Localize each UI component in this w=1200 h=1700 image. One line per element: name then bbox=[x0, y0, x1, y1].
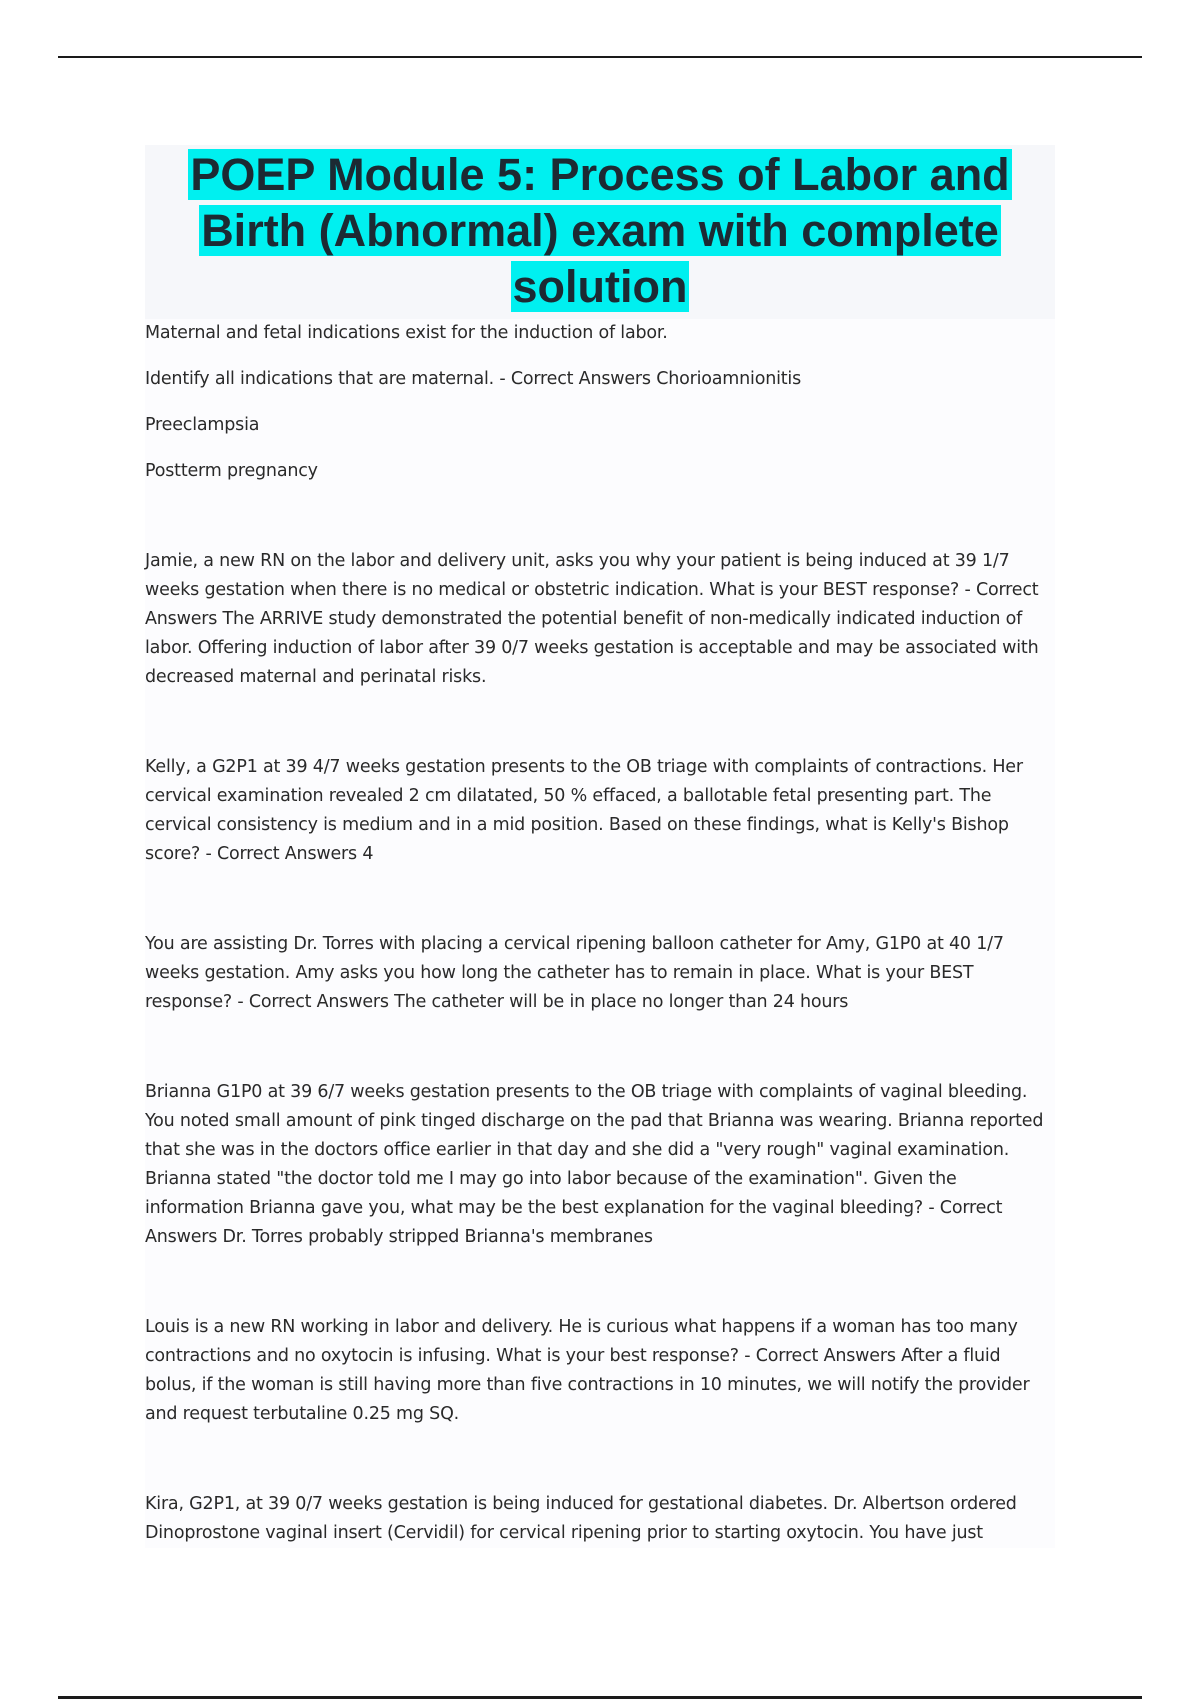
paragraph-question-jamie: Jamie, a new RN on the labor and delivery unit, asks you why your patient is being induced at 39 1/7 weeks gestation when there is no medical or obstetric indication. What is your BEST response? - Correct Answers The ARRIVE study demonstrated the potential benefit of non-medically indicated induction of labor. Offering induction of labor after 39 0/7 weeks gestation is acceptable and may be associated with decreased maternal and perinatal risks. bbox=[145, 551, 1039, 687]
paragraph-question-kira: Kira, G2P1, at 39 0/7 weeks gestation is being induced for gestational diabetes. Dr. Albertson ordered Dinoprostone vaginal insert (Cervidil) for cervical ripening prior to starting oxytocin. You have just bbox=[145, 1494, 1017, 1543]
paragraph-question-1: Identify all indications that are maternal. - Correct Answers Chorioamnionitis bbox=[145, 369, 802, 389]
paragraph-answer-preeclampsia: Preeclampsia bbox=[145, 415, 260, 435]
title-block bbox=[145, 145, 1055, 319]
paragraph-question-amy: You are assisting Dr. Torres with placing a cervical ripening balloon catheter for Amy, G1P0 at 40 1/7 weeks gestation. Amy asks you how long the catheter has to remain in place. What is your BEST response? - Correct Answers The catheter will be in place no longer than 24 hours bbox=[145, 934, 1004, 1012]
footer-rule bbox=[58, 1696, 1142, 1699]
header-rule bbox=[58, 56, 1142, 58]
document-title bbox=[145, 147, 1055, 315]
paragraph-answer-postterm: Postterm pregnancy bbox=[145, 461, 318, 481]
document-page bbox=[145, 145, 1055, 1548]
paragraph-question-louis: Louis is a new RN working in labor and delivery. He is curious what happens if a woman has too many contractions and no oxytocin is infusing. What is your best response? - Correct Answers After a fluid bolus, if the woman is still having more than five contractions in 10 minutes, we will notify the provider and request terbutaline 0.25 mg SQ. bbox=[145, 1317, 1030, 1424]
document-body bbox=[145, 319, 1055, 1548]
document-title-text: POEP Module 5: Process of Labor and Birth (Abnormal) exam with complete solution bbox=[190, 149, 1010, 312]
paragraph-intro: Maternal and fetal indications exist for the induction of labor. bbox=[145, 323, 668, 343]
paragraph-question-brianna: Brianna G1P0 at 39 6/7 weeks gestation presents to the OB triage with complaints of vaginal bleeding. You noted small amount of pink tinged discharge on the pad that Brianna was wearing. Brianna reported that she was in the doctors office earlier in that day and she did a "very rough" vaginal examination. Brianna stated "the doctor told me I may go into labor because of the examination". Given the information Brianna gave you, what may be the best explanation for the vaginal bleeding? - Correct Answers Dr. Torres probably stripped Brianna's membranes bbox=[145, 1082, 1044, 1247]
paragraph-question-kelly: Kelly, a G2P1 at 39 4/7 weeks gestation presents to the OB triage with complaints of contractions. Her cervical examination revealed 2 cm dilatated, 50 % effaced, a ballotable fetal presenting part. The cervical consistency is medium and in a mid position. Based on these findings, what is Kelly's Bishop score? - Correct Answers 4 bbox=[145, 757, 1023, 864]
